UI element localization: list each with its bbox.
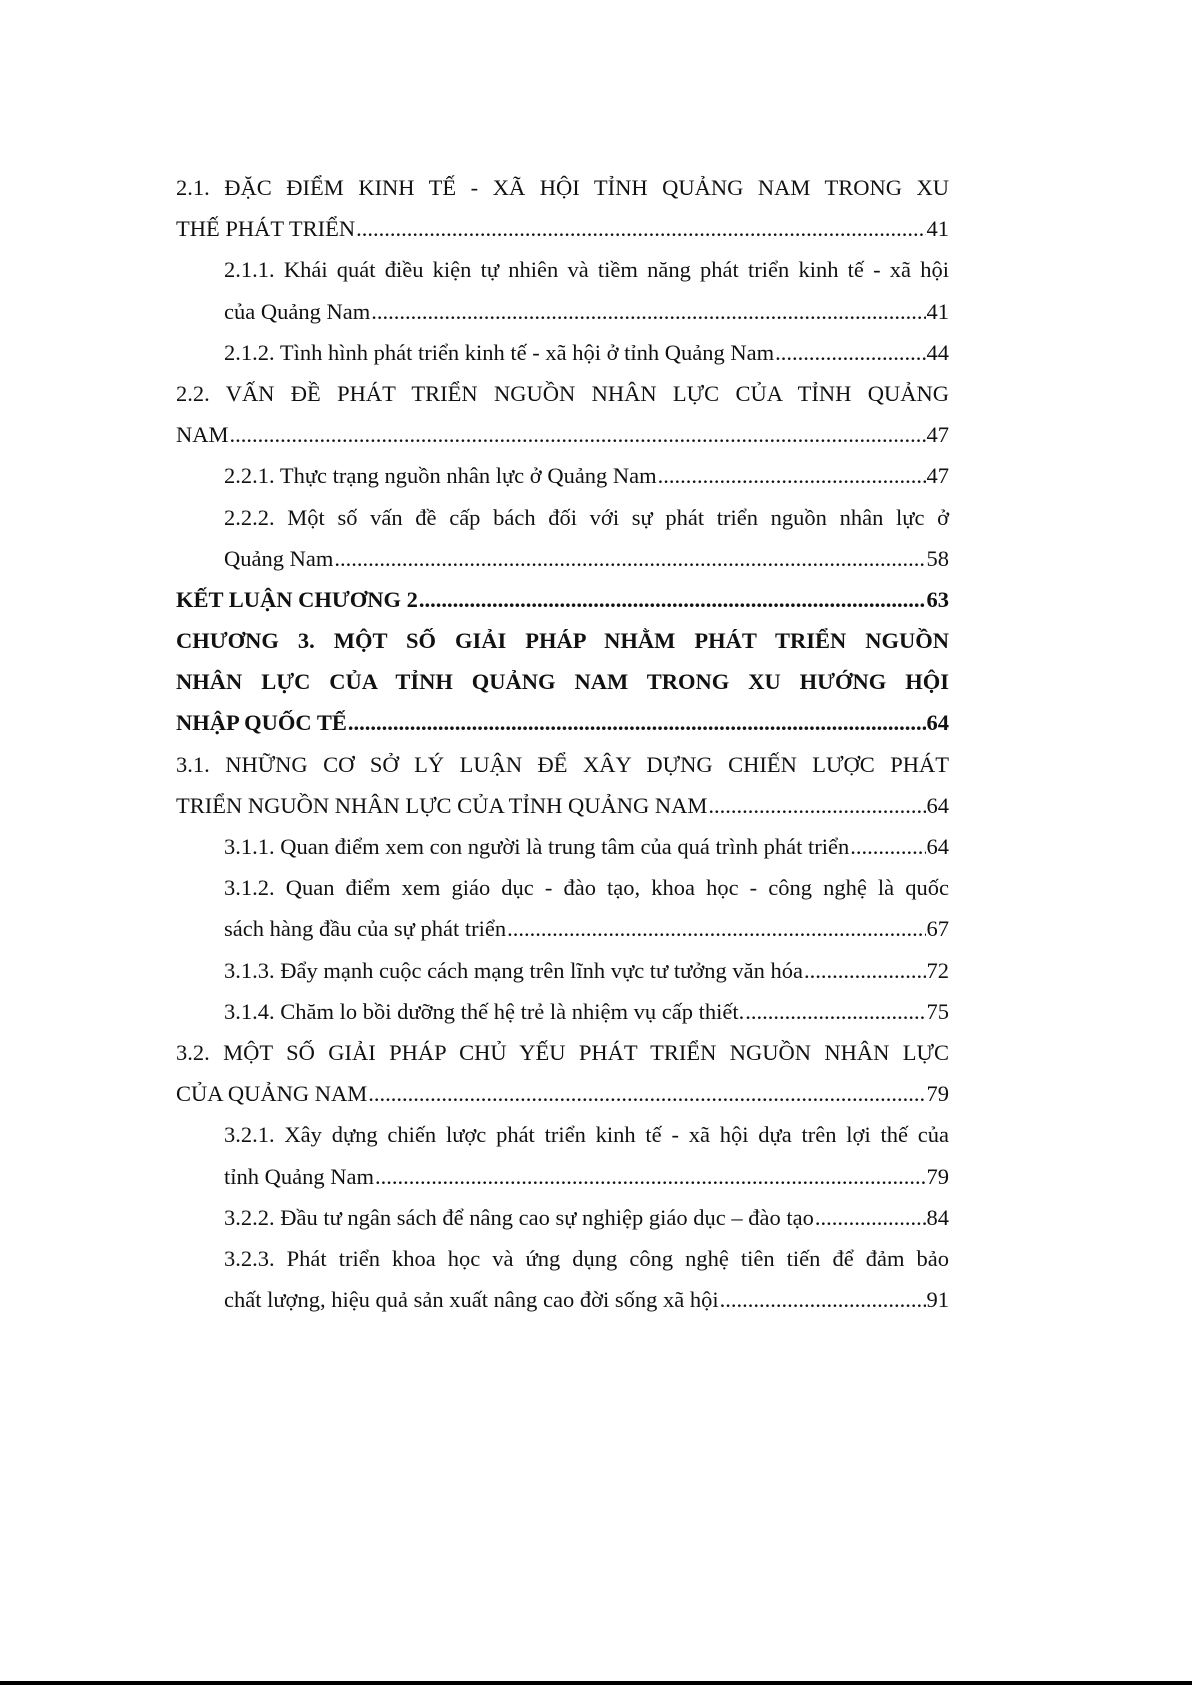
dot-leader xyxy=(348,702,926,743)
table-of-contents xyxy=(176,167,949,1320)
dot-leader xyxy=(708,785,925,826)
dot-leader xyxy=(775,332,925,373)
toc-entry-line: 3.2.3. Phát triển khoa học và ứng dụng công nghệ tiên tiến để đảm bảo xyxy=(224,1245,949,1271)
toc-page-number: 64 xyxy=(926,834,949,859)
toc-entry-title: của Quảng Nam xyxy=(224,298,371,324)
toc-entry-last-line xyxy=(224,991,949,1032)
toc-page-number: 64 xyxy=(926,710,949,736)
dot-leader xyxy=(850,826,925,867)
toc-page-number: 75 xyxy=(926,998,949,1024)
toc-entry-2-2-2[interactable] xyxy=(176,497,949,579)
toc-page-number: 47 xyxy=(926,422,949,448)
toc-entry-3-1-2[interactable] xyxy=(176,867,949,949)
dot-leader xyxy=(507,908,925,949)
toc-entry-2-1-2[interactable] xyxy=(176,332,949,373)
dot-leader xyxy=(815,1197,926,1238)
toc-entry-title: tỉnh Quảng Nam xyxy=(224,1163,374,1189)
toc-entry-title: 3.2.2. Đầu tư ngân sách để nâng cao sự nghiệp giáo dục – đào tạo xyxy=(224,1204,814,1230)
toc-entry-title: THẾ PHÁT TRIỂN xyxy=(176,216,356,242)
toc-page-number: 47 xyxy=(926,463,949,489)
toc-entry-last-line xyxy=(224,291,949,332)
dot-leader xyxy=(658,455,926,496)
dot-leader xyxy=(368,1073,925,1114)
dot-leader xyxy=(375,1156,926,1197)
toc-entry-title: NHẬP QUỐC TẾ xyxy=(176,710,347,736)
toc-entry-last-line xyxy=(224,1156,949,1197)
toc-entry-2-1[interactable] xyxy=(176,167,949,249)
toc-entry-ket-luan-chuong-2[interactable] xyxy=(176,579,949,620)
toc-entry-2-2[interactable] xyxy=(176,373,949,455)
toc-page-number: 41 xyxy=(926,216,949,242)
toc-entry-line: 2.2. VẤN ĐỀ PHÁT TRIỂN NGUỒN NHÂN LỰC CỦA TỈNH QUẢNG xyxy=(176,380,949,406)
toc-entry-title: NAM xyxy=(176,422,229,448)
toc-page-number: 91 xyxy=(926,1287,949,1313)
toc-page-number: 41 xyxy=(926,298,949,324)
toc-entry-chuong-3[interactable] xyxy=(176,620,949,744)
dot-leader xyxy=(745,991,925,1032)
toc-page-number: 79 xyxy=(926,1081,949,1107)
toc-entry-title: CỦA QUẢNG NAM xyxy=(176,1081,368,1107)
toc-entry-3-1[interactable] xyxy=(176,744,949,826)
toc-entry-2-2-1[interactable] xyxy=(176,455,949,496)
toc-page-number: 44 xyxy=(926,339,949,365)
toc-page-number: 84 xyxy=(926,1204,949,1230)
toc-entry-3-2-3[interactable] xyxy=(176,1238,949,1320)
dot-leader xyxy=(230,414,926,455)
toc-entry-last-line xyxy=(176,208,949,249)
toc-entry-title: 3.1.3. Đẩy mạnh cuộc cách mạng trên lĩnh vực tư tưởng văn hóa xyxy=(224,957,803,983)
toc-page-number: 79 xyxy=(926,1163,949,1189)
dot-leader xyxy=(356,208,925,249)
toc-entry-title: chất lượng, hiệu quả sản xuất nâng cao đời sống xã hội xyxy=(224,1287,719,1313)
toc-page-number: 58 xyxy=(926,545,949,571)
toc-entry-line: 3.1. NHỮNG CƠ SỞ LÝ LUẬN ĐỂ XÂY DỰNG CHIẾN LƯỢC PHÁT xyxy=(176,751,949,777)
toc-entry-2-1-1[interactable] xyxy=(176,249,949,331)
toc-entry-title: 2.1.2. Tình hình phát triển kinh tế - xã hội ở tỉnh Quảng Nam xyxy=(224,339,775,365)
toc-entry-last-line xyxy=(224,950,949,991)
toc-entry-line: 3.2.1. Xây dựng chiến lược phát triển kinh tế - xã hội dựa trên lợi thế của xyxy=(224,1122,949,1148)
toc-entry-last-line xyxy=(176,702,949,743)
toc-entry-title: 2.2.1. Thực trạng nguồn nhân lực ở Quảng Nam xyxy=(224,463,657,489)
dot-leader xyxy=(371,291,925,332)
toc-entry-title: 3.1.4. Chăm lo bồi dưỡng thế hệ trẻ là nhiệm vụ cấp thiết. xyxy=(224,998,745,1024)
toc-entry-line: 2.1.1. Khái quát điều kiện tự nhiên và tiềm năng phát triển kinh tế - xã hội xyxy=(224,257,949,283)
toc-entry-last-line xyxy=(176,414,949,455)
toc-page-number: 67 xyxy=(926,916,949,942)
toc-entry-3-1-3[interactable] xyxy=(176,950,949,991)
toc-page-number: 64 xyxy=(926,792,949,818)
toc-entry-line: 3.2. MỘT SỐ GIẢI PHÁP CHỦ YẾU PHÁT TRIỂN NGUỒN NHÂN LỰC xyxy=(176,1039,949,1065)
toc-entry-3-2-2[interactable] xyxy=(176,1197,949,1238)
toc-entry-last-line xyxy=(224,332,949,373)
toc-entry-line: NHÂN LỰC CỦA TỈNH QUẢNG NAM TRONG XU HƯỚNG HỘI xyxy=(176,669,949,695)
toc-entry-line: 3.1.2. Quan điểm xem giáo dục - đào tạo, khoa học - công nghệ là quốc xyxy=(224,875,949,901)
toc-page-number: 72 xyxy=(926,957,949,983)
toc-entry-title: 3.1.1. Quan điểm xem con người là trung tâm của quá trình phát triển xyxy=(224,834,850,859)
toc-entry-title: sách hàng đầu của sự phát triển xyxy=(224,916,507,942)
toc-entry-title: KẾT LUẬN CHƯƠNG 2 xyxy=(176,586,418,612)
toc-entry-title: Quảng Nam xyxy=(224,545,334,571)
toc-entry-last-line xyxy=(224,1197,949,1238)
toc-page-number: 63 xyxy=(926,586,949,612)
toc-entry-last-line xyxy=(224,455,949,496)
toc-entry-last-line xyxy=(224,1279,949,1320)
toc-entry-title: TRIỂN NGUỒN NHÂN LỰC CỦA TỈNH QUẢNG NAM xyxy=(176,792,708,818)
toc-entry-3-1-1[interactable] xyxy=(176,826,949,867)
toc-entry-last-line xyxy=(224,538,949,579)
bottom-edge-rule xyxy=(0,1681,1192,1685)
toc-entry-3-2[interactable] xyxy=(176,1032,949,1114)
toc-entry-last-line xyxy=(176,1073,949,1114)
toc-entry-last-line xyxy=(224,908,949,949)
dot-leader xyxy=(804,950,926,991)
dot-leader xyxy=(720,1279,926,1320)
toc-entry-line: 2.2.2. Một số vấn đề cấp bách đối với sự phát triển nguồn nhân lực ở xyxy=(224,504,949,530)
toc-entry-last-line xyxy=(224,826,949,867)
dot-leader xyxy=(419,579,926,620)
toc-entry-last-line xyxy=(176,785,949,826)
toc-entry-last-line xyxy=(176,579,949,620)
toc-entry-line: 2.1. ĐẶC ĐIỂM KINH TẾ - XÃ HỘI TỈNH QUẢNG NAM TRONG XU xyxy=(176,175,949,200)
dot-leader xyxy=(334,538,925,579)
toc-entry-3-2-1[interactable] xyxy=(176,1114,949,1196)
toc-entry-line: CHƯƠNG 3. MỘT SỐ GIẢI PHÁP NHẰM PHÁT TRIỂN NGUỒN xyxy=(176,628,949,654)
toc-entry-3-1-4[interactable] xyxy=(176,991,949,1032)
